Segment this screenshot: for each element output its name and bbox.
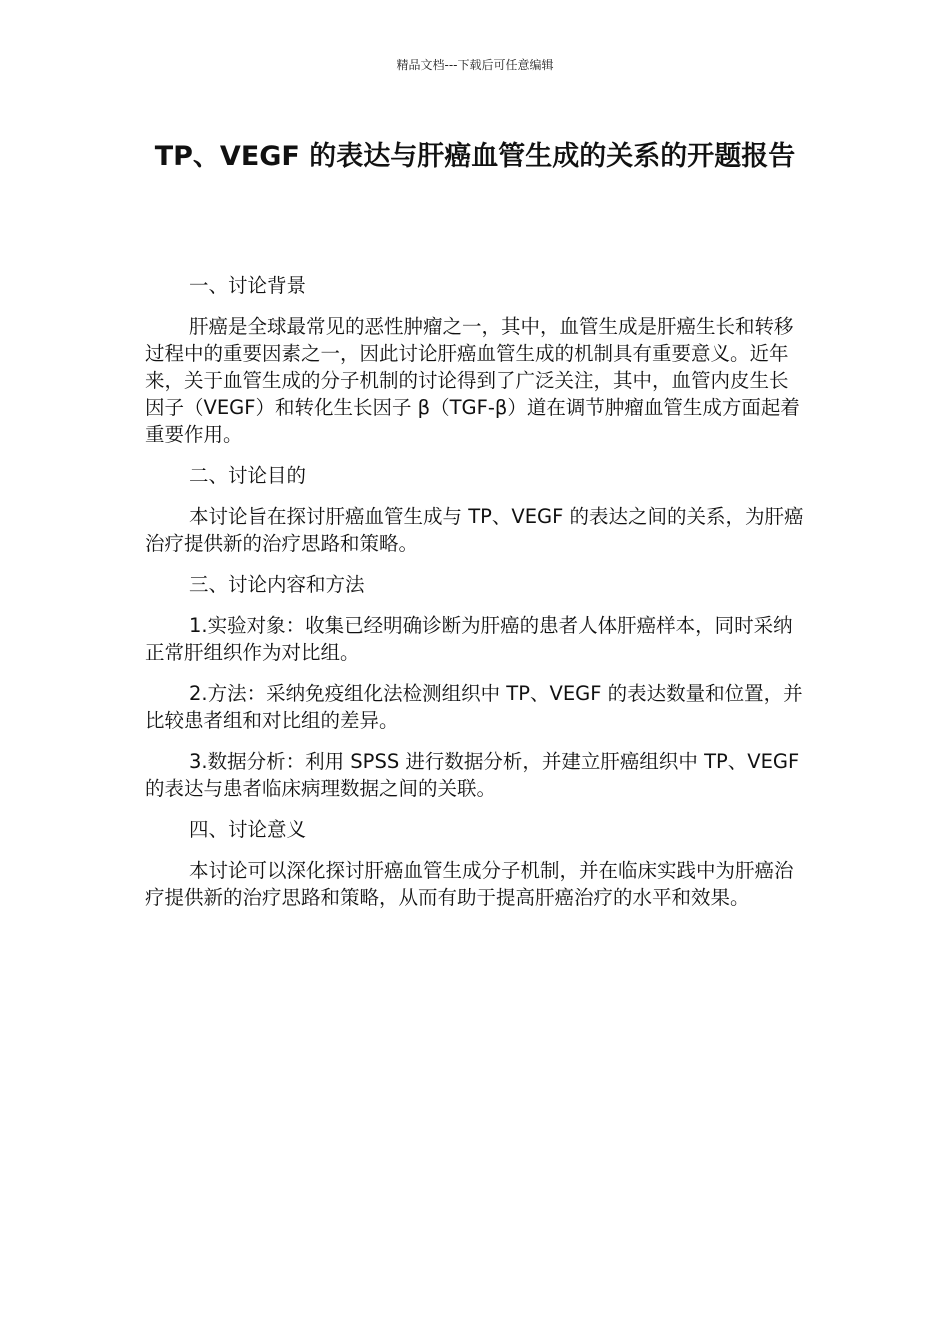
- section-paragraph: 1.实验对象：收集已经明确诊断为肝癌的患者人体肝癌样本，同时采纳正常肝组织作为对比组。: [145, 614, 793, 664]
- section-heading: 一、讨论背景: [189, 274, 307, 297]
- section-heading: 二、讨论目的: [189, 464, 307, 487]
- document-title: TP、VEGF 的表达与肝癌血管生成的关系的开题报告: [154, 141, 796, 172]
- section-purpose: [145, 462, 805, 557]
- section-paragraph: 本讨论旨在探讨肝癌血管生成与 TP、VEGF 的表达之间的关系，为肝癌治疗提供新的治疗思路和策略。: [145, 505, 804, 555]
- section-paragraph: 肝癌是全球最常见的恶性肿瘤之一，其中，血管生成是肝癌生长和转移过程中的重要因素之一，因此讨论肝癌血管生成的机制具有重要意义。近年来，关于血管生成的分子机制的讨论得到了广泛关注，其中，血管内皮生长因子（VEGF）和转化生长因子 β（TGF-β）道在调节肿瘤血管生成方面起着重要作用。: [145, 315, 800, 446]
- section-methods: [145, 571, 805, 802]
- document-body: [145, 272, 805, 925]
- section-heading: 四、讨论意义: [189, 818, 307, 841]
- page-header-note: 精品文档---下载后可任意编辑: [396, 58, 554, 72]
- section-paragraph: 3.数据分析：利用 SPSS 进行数据分析，并建立肝癌组织中 TP、VEGF 的表达与患者临床病理数据之间的关联。: [145, 750, 800, 800]
- section-paragraph: 2.方法：采纳免疫组化法检测组织中 TP、VEGF 的表达数量和位置，并比较患者组和对比组的差异。: [145, 682, 803, 732]
- section-paragraph: 本讨论可以深化探讨肝癌血管生成分子机制，并在临床实践中为肝癌治疗提供新的治疗思路和策略，从而有助于提高肝癌治疗的水平和效果。: [145, 859, 794, 909]
- section-heading: 三、讨论内容和方法: [189, 573, 365, 596]
- section-significance: [145, 816, 805, 911]
- section-background: [145, 272, 805, 448]
